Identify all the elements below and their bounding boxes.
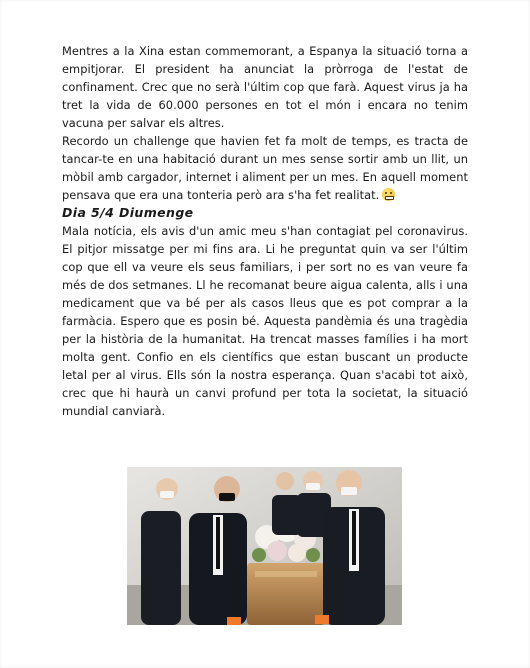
paragraph-2 bbox=[62, 132, 468, 204]
document-body bbox=[62, 42, 468, 420]
paragraph-1: Mentres a la Xina estan commemorant, a Espanya la situació torna a empitjorar. El president ha anunciat la pròrroga de l'estat de confinament. Crec que no serà l'últim cop que farà. Aquest virus ja ha tret la vida de 60.000 persones en tot el món i encara no tenim vacuna per salvar els altres. bbox=[62, 44, 468, 130]
funeral-photo bbox=[127, 467, 402, 625]
paragraph-3: Mala notícia, els avis d'un amic meu s'han contagiat pel coronavirus. El pitjor missatge per mi fins ara. Li he preguntat quin va ser l'últim cop que ell va veure els seus familiars, i per sort no es van veure fa més de dos setmanes. Ll he recomanat beure aigua calenta, alls i una medicament que va bé per als casos lleus que es pot comprar a la farmàcia. Espero que es posin bé. Aquesta pandèmia és una tragèdia per la història de la humanitat. Ha trencat masses famílies i ha mort molta gent. Confio en els científics que estan buscant un producte letal per al virus. Ells són la nostra esperança. Quan s'acabi tot això, crec que hi haurà un canvi profund per tota la societat, la situació mundial canviarà. bbox=[62, 224, 468, 418]
paragraph-2-text: Recordo un challenge que havien fet fa molt de temps, es tracta de tancar-te en una habitació durant un mes sense sortir amb un llit, un mòbil amb cargador, internet i aliment per un mes. En aquell moment pensava que era una tonteria però ara s'ha fet realitat. bbox=[62, 134, 468, 202]
section-heading: Dia 5/4 Diumenge bbox=[62, 205, 194, 220]
grimacing-face-emoji-icon bbox=[382, 188, 395, 201]
funeral-photo-illustration bbox=[127, 467, 402, 625]
